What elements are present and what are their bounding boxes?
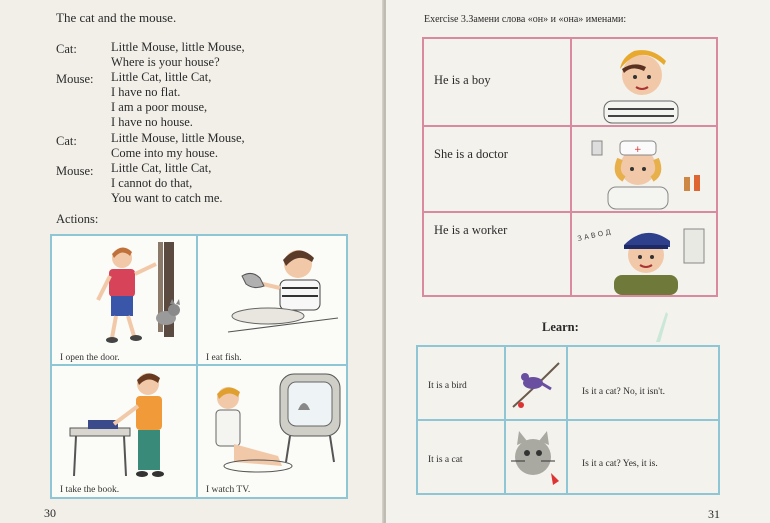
dialogue-line: I have no house. — [111, 115, 193, 129]
speaker-label: Cat: — [56, 42, 77, 56]
exercise-table — [422, 37, 718, 297]
boy-watching-tv-illustration — [198, 366, 346, 497]
exercise-row — [424, 39, 716, 125]
exercise-sentence: She is a doctor — [434, 147, 508, 161]
exercise-sentence: He is a boy — [434, 73, 491, 87]
dialogue-line: Little Cat, little Cat, — [111, 161, 212, 175]
action-cell-open-door — [52, 236, 196, 364]
dialogue-line: I am a poor mouse, — [111, 100, 208, 114]
page-number: 30 — [44, 506, 56, 520]
learn-statement: It is a bird — [428, 381, 467, 391]
action-cell-eat-fish — [198, 236, 346, 364]
action-caption: I watch TV. — [206, 485, 251, 495]
dialogue-line: Little Cat, little Cat, — [111, 70, 212, 84]
action-caption: I eat fish. — [206, 353, 242, 363]
learn-statement: It is a cat — [428, 455, 463, 465]
speaker-label: Mouse: — [56, 164, 94, 178]
worker-portrait-icon — [574, 213, 714, 295]
cat-icon — [507, 423, 565, 493]
learn-question: Is it a cat? No, it isn't. — [582, 387, 665, 397]
action-cell-watch-tv — [198, 366, 346, 497]
exercise-title: Exercise 3.Замени слова «он» и «она» именами: — [424, 14, 627, 25]
actions-label: Actions: — [56, 212, 99, 226]
dialogue-line: Come into my house. — [111, 146, 218, 160]
bird-icon — [507, 349, 565, 419]
svg-text:З А В О Д: З А В О Д — [576, 228, 612, 243]
dialogue-line: You want to catch me. — [111, 191, 223, 205]
dialogue-line: I have no flat. — [111, 85, 181, 99]
exercise-sentence: He is a worker — [434, 223, 508, 237]
action-cell-take-book — [52, 366, 196, 497]
right-page — [386, 0, 770, 523]
action-caption: I open the door. — [60, 353, 120, 363]
learn-question: Is it a cat? Yes, it is. — [582, 459, 658, 469]
learn-label: Learn: — [542, 320, 579, 334]
doctor-portrait-icon — [574, 127, 714, 211]
dialogue-line: Where is your house? — [111, 55, 220, 69]
dialogue-line: Little Mouse, little Mouse, — [111, 40, 245, 54]
actions-grid — [50, 234, 348, 499]
exercise-row — [424, 211, 716, 295]
page-number: 31 — [708, 507, 720, 521]
boy-taking-book-illustration — [52, 366, 196, 497]
dialogue-line: I cannot do that, — [111, 176, 193, 190]
dialogue-line: Little Mouse, little Mouse, — [111, 131, 245, 145]
pencil-mark-icon — [652, 306, 672, 346]
speaker-label: Cat: — [56, 134, 77, 148]
svg-text:+: + — [634, 145, 642, 155]
boy-portrait-icon — [574, 39, 714, 125]
exercise-row — [424, 125, 716, 211]
boy-opening-door-illustration — [52, 236, 196, 364]
left-page — [0, 0, 384, 523]
boy-eating-fish-illustration — [198, 236, 346, 364]
poem-title: The cat and the mouse. — [56, 10, 177, 25]
speaker-label: Mouse: — [56, 72, 94, 86]
action-caption: I take the book. — [60, 485, 120, 495]
learn-table — [416, 345, 720, 495]
